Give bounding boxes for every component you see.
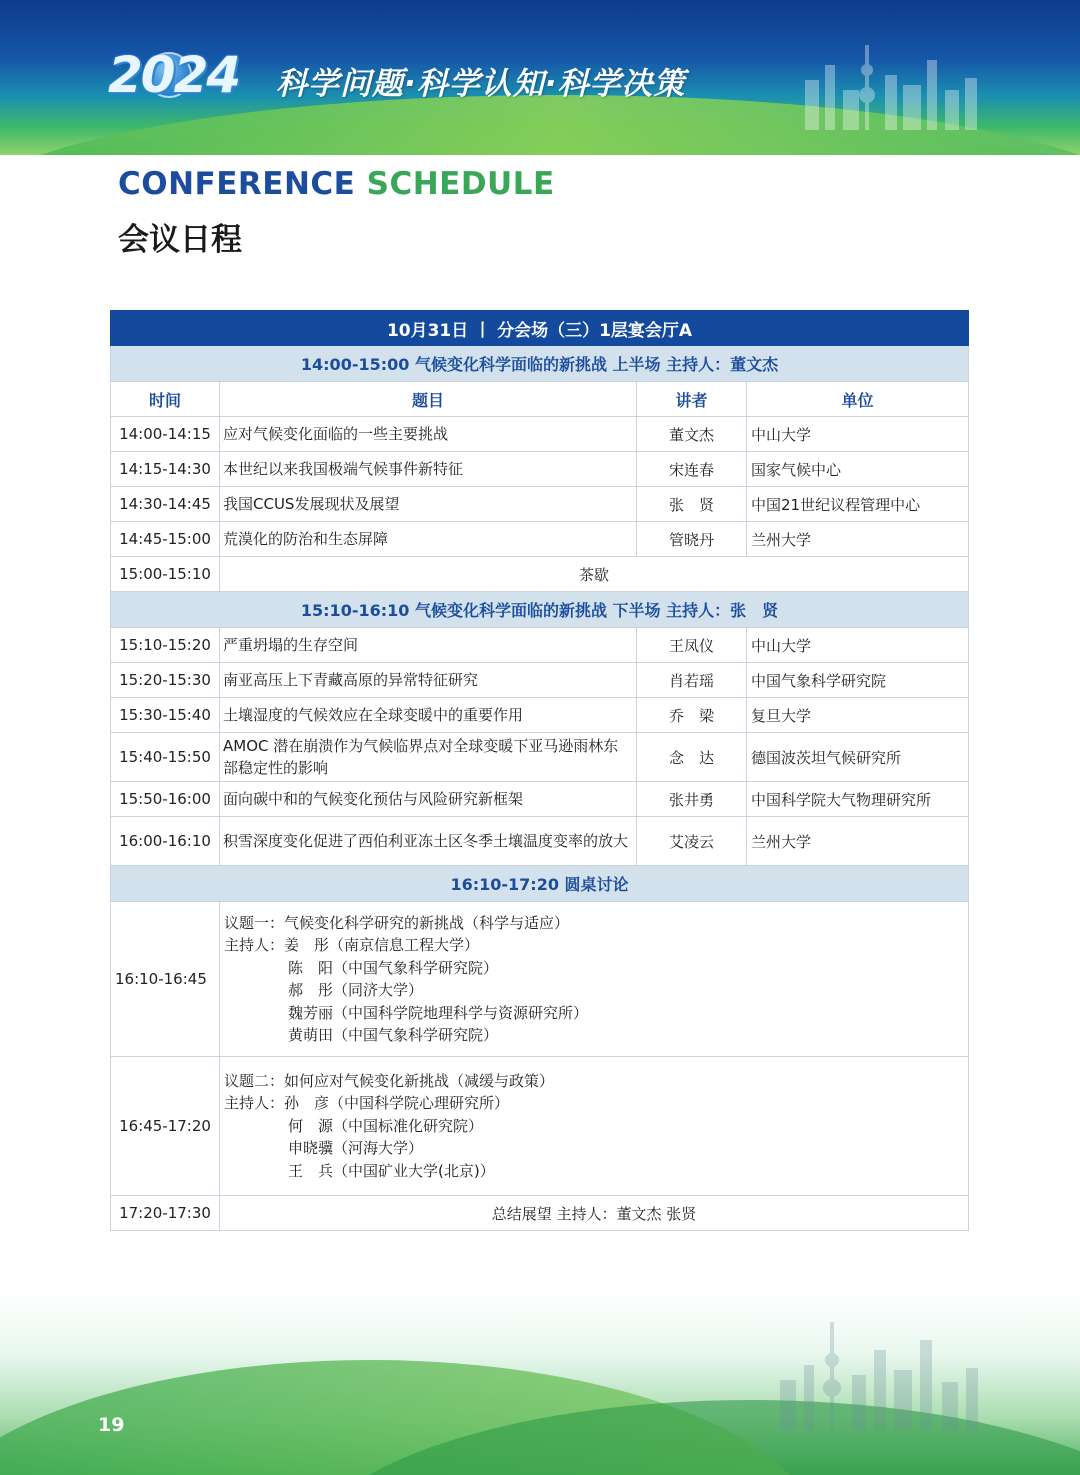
row-topic: 荒漠化的防治和生态屏障 bbox=[220, 522, 637, 557]
column-header-org: 单位 bbox=[747, 382, 969, 417]
row-org: 兰州大学 bbox=[747, 522, 969, 557]
panel-row bbox=[111, 902, 969, 1057]
row-topic: AMOC 潜在崩溃作为气候临界点对全球变暖下亚马逊雨林东部稳定性的影响 bbox=[220, 733, 637, 782]
panel2-time: 16:45-17:20 bbox=[111, 1057, 220, 1196]
row-speaker: 张井勇 bbox=[637, 782, 747, 817]
page-title-chinese: 会议日程 bbox=[118, 222, 242, 258]
table-row bbox=[111, 817, 969, 866]
break-time: 15:00-15:10 bbox=[111, 557, 220, 592]
panel2-host: 主持人：孙 彦（中国科学院心理研究所） bbox=[224, 1094, 510, 1113]
page-title-english bbox=[118, 166, 555, 202]
schedule-main-header-row bbox=[111, 311, 969, 346]
session1-title: 14:00-15:00 气候变化科学面临的新挑战 上半场 主持人：董文杰 bbox=[111, 346, 969, 382]
panel2-host: 申晓骥（河海大学） bbox=[288, 1139, 424, 1158]
summary-row bbox=[111, 1196, 969, 1231]
row-org: 国家气候中心 bbox=[747, 452, 969, 487]
panel1-body bbox=[220, 902, 969, 1057]
panel1-time: 16:10-16:45 bbox=[111, 902, 220, 1057]
row-org: 中国21世纪议程管理中心 bbox=[747, 487, 969, 522]
row-speaker: 艾凌云 bbox=[637, 817, 747, 866]
banner-slogan: 科学问题·科学认知·科学决策 bbox=[276, 66, 686, 102]
row-time: 15:40-15:50 bbox=[111, 733, 220, 782]
row-org: 兰州大学 bbox=[747, 817, 969, 866]
row-topic: 应对气候变化面临的一些主要挑战 bbox=[220, 417, 637, 452]
column-header-time: 时间 bbox=[111, 382, 220, 417]
row-speaker: 乔 梁 bbox=[637, 698, 747, 733]
panel2-topic: 议题二：如何应对气候变化新挑战（减缓与政策） bbox=[224, 1071, 555, 1090]
row-topic: 本世纪以来我国极端气候事件新特征 bbox=[220, 452, 637, 487]
table-row bbox=[111, 698, 969, 733]
panel1-host: 黄萌田（中国气象科学研究院） bbox=[288, 1026, 499, 1044]
column-header-speaker: 讲者 bbox=[637, 382, 747, 417]
summary-time: 17:20-17:30 bbox=[111, 1196, 220, 1231]
title-word-schedule: SCHEDULE bbox=[366, 166, 555, 202]
panel1-topic: 议题一：气候变化科学研究的新挑战（科学与适应） bbox=[224, 913, 570, 932]
table-row bbox=[111, 628, 969, 663]
schedule-table bbox=[110, 310, 969, 1231]
panel1-host: 主持人：姜 彤（南京信息工程大学） bbox=[224, 936, 480, 954]
skyline-icon bbox=[795, 40, 985, 130]
row-time: 15:50-16:00 bbox=[111, 782, 220, 817]
row-speaker: 宋连春 bbox=[637, 452, 747, 487]
session-header-row bbox=[111, 592, 969, 628]
row-topic: 土壤湿度的气候效应在全球变暖中的重要作用 bbox=[220, 698, 637, 733]
row-time: 14:15-14:30 bbox=[111, 452, 220, 487]
banner-year-logo: 2024 bbox=[108, 46, 240, 104]
row-time: 15:10-15:20 bbox=[111, 628, 220, 663]
row-org: 德国波茨坦气候研究所 bbox=[747, 733, 969, 782]
panel2-host: 何 源（中国标准化研究院） bbox=[288, 1116, 484, 1135]
row-speaker: 董文杰 bbox=[637, 417, 747, 452]
row-topic: 积雪深度变化促进了西伯利亚冻土区冬季土壤温度变率的放大 bbox=[220, 817, 637, 866]
column-header-row bbox=[111, 382, 969, 417]
table-row bbox=[111, 452, 969, 487]
table-row bbox=[111, 663, 969, 698]
summary-label: 总结展望 主持人：董文杰 张贤 bbox=[220, 1196, 969, 1231]
row-speaker: 王凤仪 bbox=[637, 628, 747, 663]
row-time: 14:45-15:00 bbox=[111, 522, 220, 557]
panel-row bbox=[111, 1057, 969, 1196]
row-org: 复旦大学 bbox=[747, 698, 969, 733]
page-number: 19 bbox=[98, 1414, 125, 1436]
title-word-conference: CONFERENCE bbox=[118, 166, 356, 202]
row-time: 14:30-14:45 bbox=[111, 487, 220, 522]
break-label: 茶歇 bbox=[220, 557, 969, 592]
row-time: 16:00-16:10 bbox=[111, 817, 220, 866]
row-speaker: 肖若瑶 bbox=[637, 663, 747, 698]
row-speaker: 念 达 bbox=[637, 733, 747, 782]
session2-title: 15:10-16:10 气候变化科学面临的新挑战 下半场 主持人：张 贤 bbox=[111, 592, 969, 628]
row-topic: 严重坍塌的生存空间 bbox=[220, 628, 637, 663]
row-topic: 我国CCUS发展现状及展望 bbox=[220, 487, 637, 522]
table-row bbox=[111, 782, 969, 817]
header-banner bbox=[0, 0, 1080, 155]
panel1-host: 陈 阳（中国气象科学研究院） bbox=[288, 958, 499, 977]
row-topic: 面向碳中和的气候变化预估与风险研究新框架 bbox=[220, 782, 637, 817]
row-speaker: 管晓丹 bbox=[637, 522, 747, 557]
break-row bbox=[111, 557, 969, 592]
row-speaker: 张 贤 bbox=[637, 487, 747, 522]
session3-title: 16:10-17:20 圆桌讨论 bbox=[111, 866, 969, 902]
panel1-host: 魏芳丽（中国科学院地理科学与资源研究所） bbox=[288, 1003, 589, 1022]
row-org: 中山大学 bbox=[747, 628, 969, 663]
table-row bbox=[111, 417, 969, 452]
footer-decoration bbox=[0, 1290, 1080, 1475]
table-row bbox=[111, 487, 969, 522]
row-time: 15:20-15:30 bbox=[111, 663, 220, 698]
skyline-icon bbox=[770, 1320, 990, 1430]
row-org: 中国气象科学研究院 bbox=[747, 663, 969, 698]
row-time: 15:30-15:40 bbox=[111, 698, 220, 733]
column-header-topic: 题目 bbox=[220, 382, 637, 417]
panel2-body bbox=[220, 1057, 969, 1196]
panel2-host: 王 兵（中国矿业大学(北京)） bbox=[288, 1161, 495, 1180]
session-header-row bbox=[111, 866, 969, 902]
session-header-row bbox=[111, 346, 969, 382]
row-topic: 南亚高压上下青藏高原的异常特征研究 bbox=[220, 663, 637, 698]
row-time: 14:00-14:15 bbox=[111, 417, 220, 452]
row-org: 中山大学 bbox=[747, 417, 969, 452]
panel1-host: 郝 彤（同济大学） bbox=[288, 981, 424, 999]
schedule-main-header: 10月31日 丨 分会场（三）1层宴会厅A bbox=[111, 311, 969, 346]
row-org: 中国科学院大气物理研究所 bbox=[747, 782, 969, 817]
table-row bbox=[111, 733, 969, 782]
table-row bbox=[111, 522, 969, 557]
